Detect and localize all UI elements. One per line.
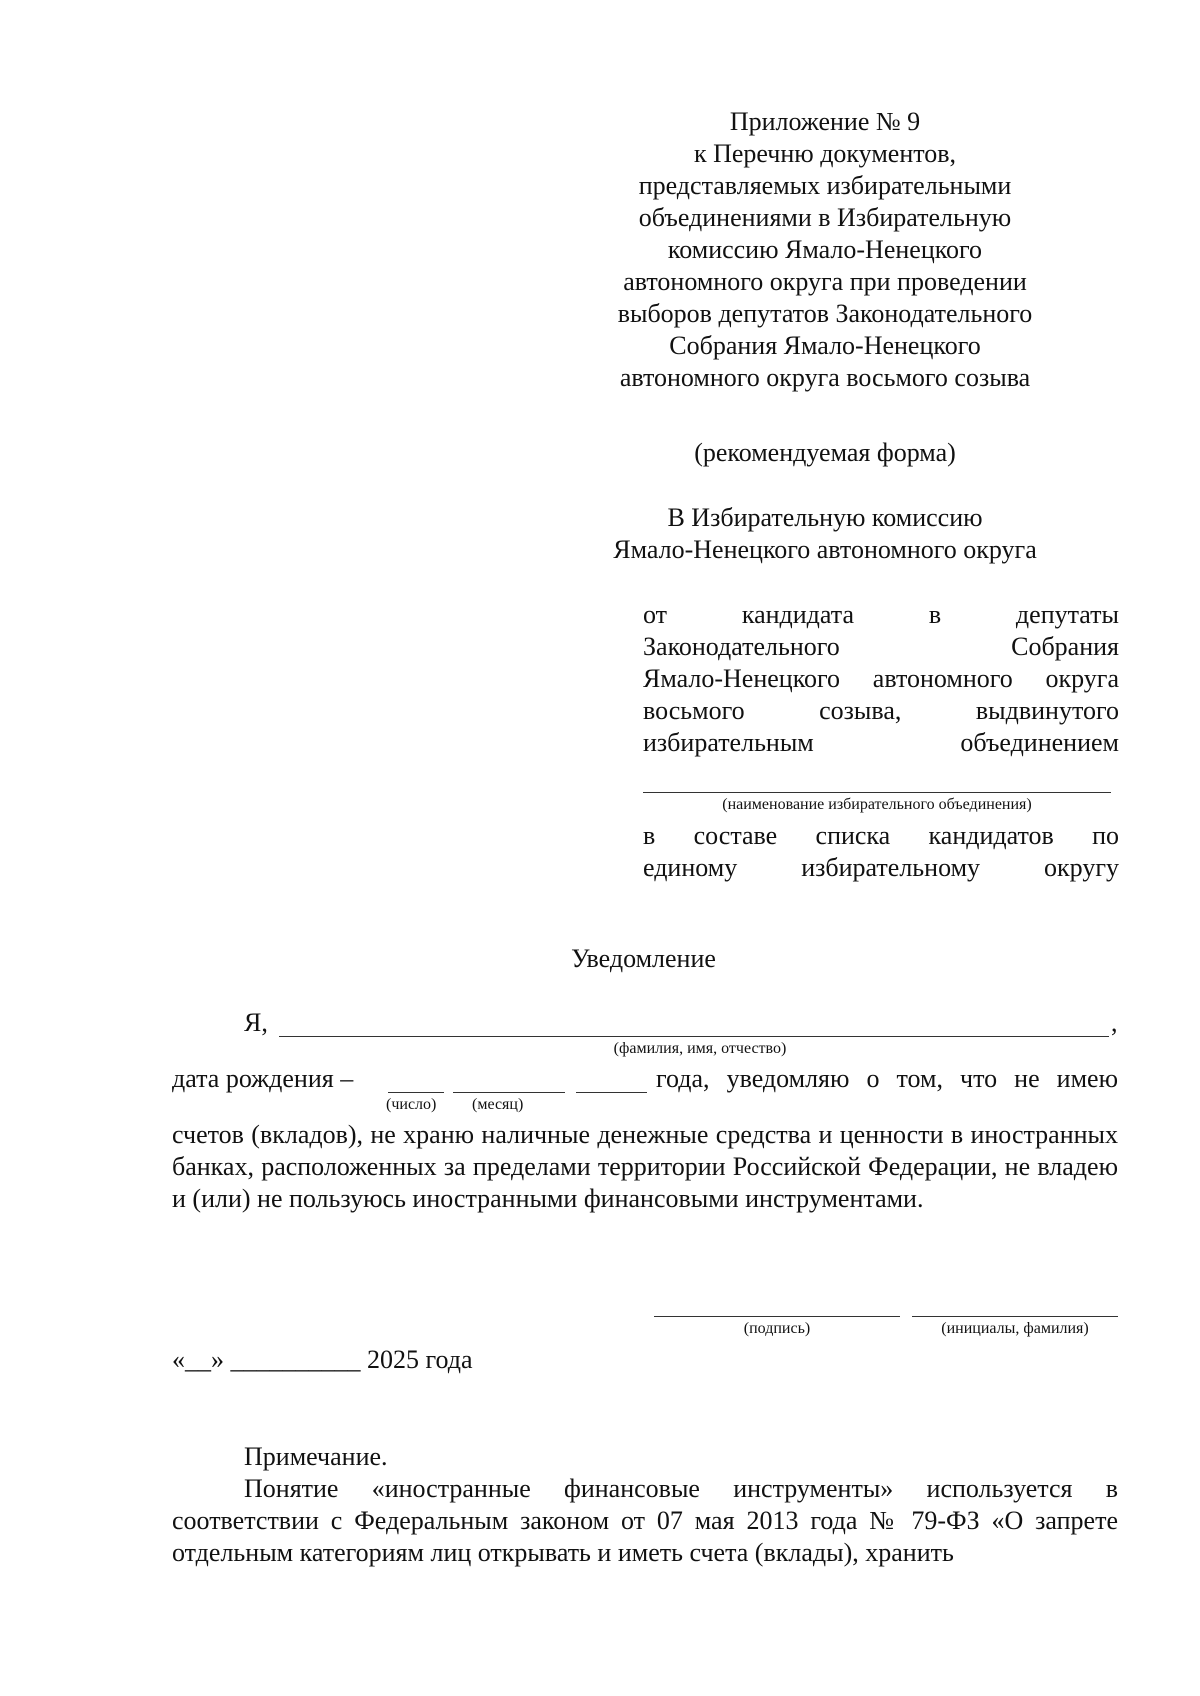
association-caption: (наименование избирательного объединения) bbox=[722, 796, 1032, 813]
open-quote: « bbox=[172, 1345, 185, 1374]
dob-label: дата рождения – bbox=[172, 1064, 354, 1093]
dob-day-blank bbox=[388, 1092, 444, 1093]
sender-line: Законодательного Собрания bbox=[643, 632, 1119, 661]
appendix-block bbox=[590, 106, 1060, 394]
dob-tail: года, уведомляю о том, что не имею bbox=[656, 1064, 1118, 1093]
date-line bbox=[172, 1344, 473, 1376]
note-text: Понятие «иностранные финансовые инструменты» используется в соответствии с Федеральным законом от 07 мая 2013 года № 79-ФЗ «О запрете отдельным категориям лиц открывать и иметь счета (вклады), хранить bbox=[172, 1474, 1118, 1567]
association-name-blank bbox=[643, 792, 1111, 793]
initials-caption: (инициалы, фамилия) bbox=[941, 1320, 1089, 1337]
signature-caption: (подпись) bbox=[743, 1320, 811, 1337]
addressee-block bbox=[590, 502, 1060, 566]
appendix-line: Собрания Ямало-Ненецкого bbox=[669, 331, 981, 360]
form-note: (рекомендуемая форма) bbox=[694, 438, 956, 467]
declaration-body: счетов (вкладов), не храню наличные денежные средства и ценности в иностранных банках, расположенных за пределами территории Российской Федерации, не владею и (или) не пользуюсь иностранными финансовыми инструментами. bbox=[172, 1120, 1118, 1213]
initials-blank bbox=[912, 1316, 1118, 1317]
appendix-line: к Перечню документов, bbox=[693, 139, 957, 168]
name-caption: (фамилия, имя, отчество) bbox=[613, 1040, 787, 1057]
appendix-line: автономного округа при проведении bbox=[623, 267, 1027, 296]
trailing-comma: , bbox=[1111, 1008, 1118, 1037]
date-year: 2025 года bbox=[367, 1345, 473, 1374]
appendix-line: объединениями в Избирательную bbox=[638, 203, 1012, 232]
sender-line: восьмого созыва, выдвинутого bbox=[643, 696, 1119, 725]
appendix-line: комиссию Ямало-Ненецкого bbox=[667, 235, 983, 264]
close-quote: » bbox=[211, 1345, 224, 1374]
sender-line: в составе списка кандидатов по bbox=[643, 821, 1119, 850]
document-title: Уведомление bbox=[571, 944, 716, 973]
sender-block-2 bbox=[643, 820, 1119, 884]
month-caption: (месяц) bbox=[472, 1096, 524, 1113]
appendix-line: представляемых избирательными bbox=[638, 171, 1012, 200]
sender-block bbox=[643, 599, 1119, 759]
full-name-blank bbox=[279, 1036, 1109, 1037]
sender-line: избирательным объединением bbox=[643, 728, 1119, 757]
sender-line: единому избирательному округу bbox=[643, 853, 1119, 882]
note-heading: Примечание. bbox=[244, 1442, 388, 1471]
appendix-title: Приложение № 9 bbox=[729, 107, 921, 136]
appendix-line: автономного округа восьмого созыва bbox=[619, 363, 1031, 392]
sender-line: Ямало-Ненецкого автономного округа bbox=[643, 664, 1119, 693]
addressee-line: В Избирательную комиссию bbox=[667, 503, 983, 532]
dob-month-blank bbox=[453, 1092, 565, 1093]
i-label: Я, bbox=[244, 1008, 268, 1037]
date-month-blank: __________ bbox=[230, 1345, 361, 1374]
day-caption: (число) bbox=[386, 1096, 437, 1113]
signature-blank bbox=[654, 1316, 900, 1317]
sender-line: от кандидата в депутаты bbox=[643, 600, 1119, 629]
dob-year-blank bbox=[576, 1092, 647, 1093]
appendix-line: выборов депутатов Законодательного bbox=[617, 299, 1033, 328]
addressee-line: Ямало-Ненецкого автономного округа bbox=[613, 535, 1037, 564]
date-day-blank: __ bbox=[185, 1345, 211, 1374]
